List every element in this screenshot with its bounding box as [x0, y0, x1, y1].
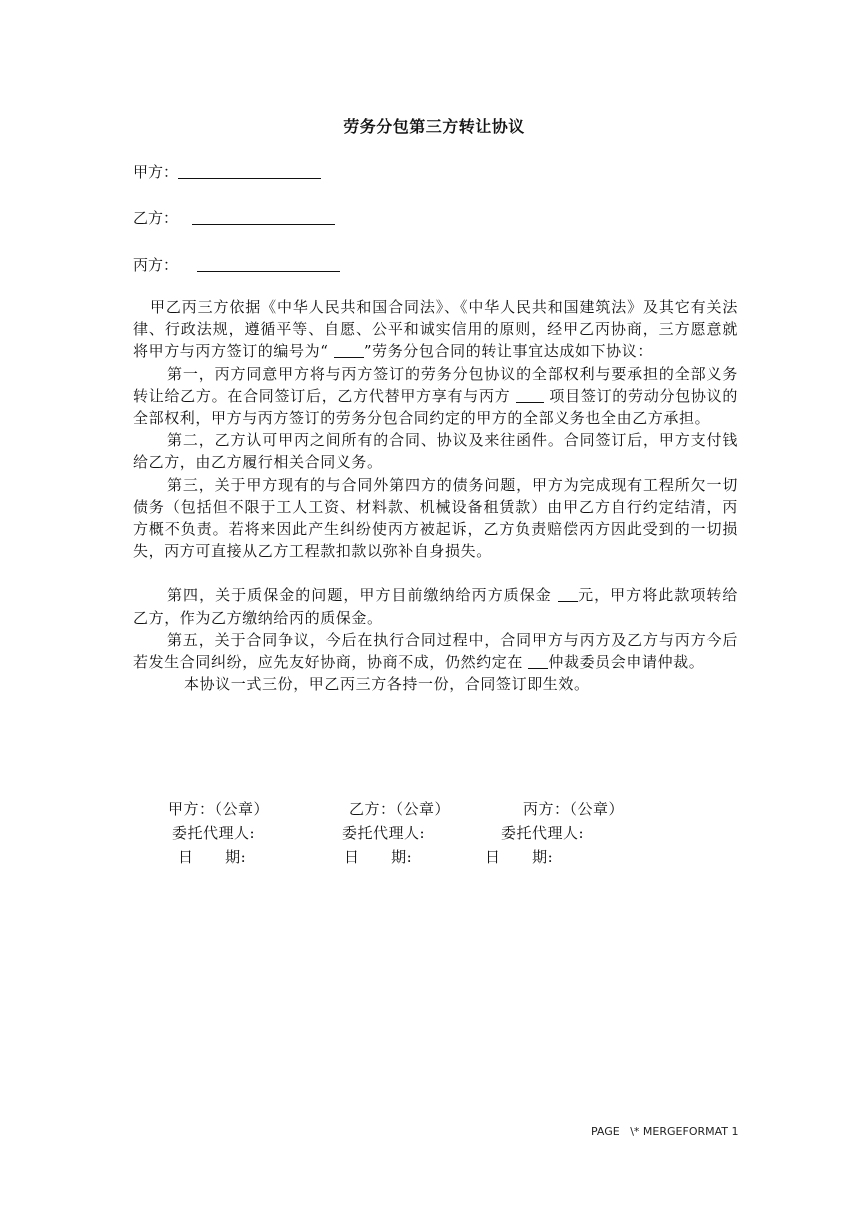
clause-5-text-b: 仲裁委员会申请仲裁。 — [548, 653, 705, 672]
page-footer: PAGE \* MERGEFORMAT 1 — [591, 1125, 739, 1138]
party-a-seal: 甲方：（公章） — [168, 800, 270, 818]
contract-number-blank — [334, 343, 364, 358]
clause-4-text-b: 元，甲方将此款项转给乙方，作为乙方缴纳给丙的质保金。 — [133, 586, 738, 627]
party-a-date: 日 期: — [178, 848, 247, 866]
party-b-agent: 委托代理人: — [342, 824, 426, 842]
party-c-line — [133, 254, 340, 275]
party-b-line — [133, 207, 335, 228]
clause-1-text-a: 第一，丙方同意甲方将与丙方签订的劳务分包协议的全部权利与要承担的全部义务转让给乙方。在合同签订后，乙方代替甲方享有与丙方 — [133, 364, 738, 405]
paragraph-gap — [133, 562, 738, 584]
clause-5 — [133, 629, 738, 673]
party-c-seal: 丙方：（公章） — [523, 800, 625, 818]
project-blank — [516, 388, 544, 403]
arbitration-blank — [528, 654, 548, 669]
clause-4-text-a: 第四，关于质保金的问题，甲方目前缴纳给丙方质保金 — [167, 586, 558, 605]
party-b-label: 乙方： — [133, 209, 179, 227]
clause-5-text-a: 第五，关于合同争议，今后在执行合同过程中，合同甲方与丙方及乙方与丙方今后若发生合同纠纷，应先友好协商，协商不成，仍然约定在 — [133, 630, 738, 672]
clause-4 — [133, 584, 738, 628]
clause-1 — [133, 363, 738, 430]
party-b-blank — [192, 210, 335, 225]
intro-paragraph — [133, 296, 738, 363]
party-a-line — [133, 161, 321, 182]
party-a-agent: 委托代理人: — [172, 824, 256, 842]
clause-6: 本协议一式三份，甲乙丙三方各持一份，合同签订即生效。 — [184, 675, 590, 694]
party-c-blank — [197, 257, 340, 272]
document-title: 劳务分包第三方转让协议 — [343, 117, 525, 136]
party-a-blank — [178, 164, 321, 179]
party-a-label: 甲方： — [133, 163, 179, 181]
clause-2: 第二，乙方认可甲丙之间所有的合同、协议及来往函件。合同签订后，甲方支付钱给乙方，由乙方履行相关合同义务。 — [133, 431, 738, 472]
clause-3: 第三，关于甲方现有的与合同外第四方的债务问题，甲方为完成现有工程所欠一切债务（包括但不限于工人工资、材料款、机械设备租赁款）由甲乙方自行约定结清，丙方概不负责。若将来因此产生纠纷使丙方被起诉，乙方负责赔偿丙方因此受到的一切损失，丙方可直接从乙方工程款扣款以弥补自身损失。 — [133, 475, 738, 561]
party-c-date: 日 期: — [485, 848, 554, 866]
clause-1-text-b: 项目签订的劳动分包协议的全部权利，甲方与丙方签订的劳务分包合同约定的甲方的全部义务也全由乙方承担。 — [133, 386, 738, 428]
party-c-agent: 委托代理人: — [501, 824, 585, 842]
agreement-body — [133, 296, 738, 695]
intro-text-b: ”劳务分包合同的转让事宜达成如下协议： — [363, 342, 653, 361]
party-c-label: 丙方： — [133, 256, 179, 274]
intro-text-a: 甲乙丙三方依据《中华人民共和国合同法》、《中华人民共和国建筑法》及其它有关法律、行政法规，遵循平等、自愿、公平和诚实信用的原则，经甲乙丙协商，三方愿意就将甲方与丙方签订的编号为“ — [133, 298, 738, 361]
deposit-amount-blank — [558, 587, 578, 602]
party-b-date: 日 期: — [344, 848, 413, 866]
party-b-seal: 乙方：（公章） — [349, 800, 451, 818]
